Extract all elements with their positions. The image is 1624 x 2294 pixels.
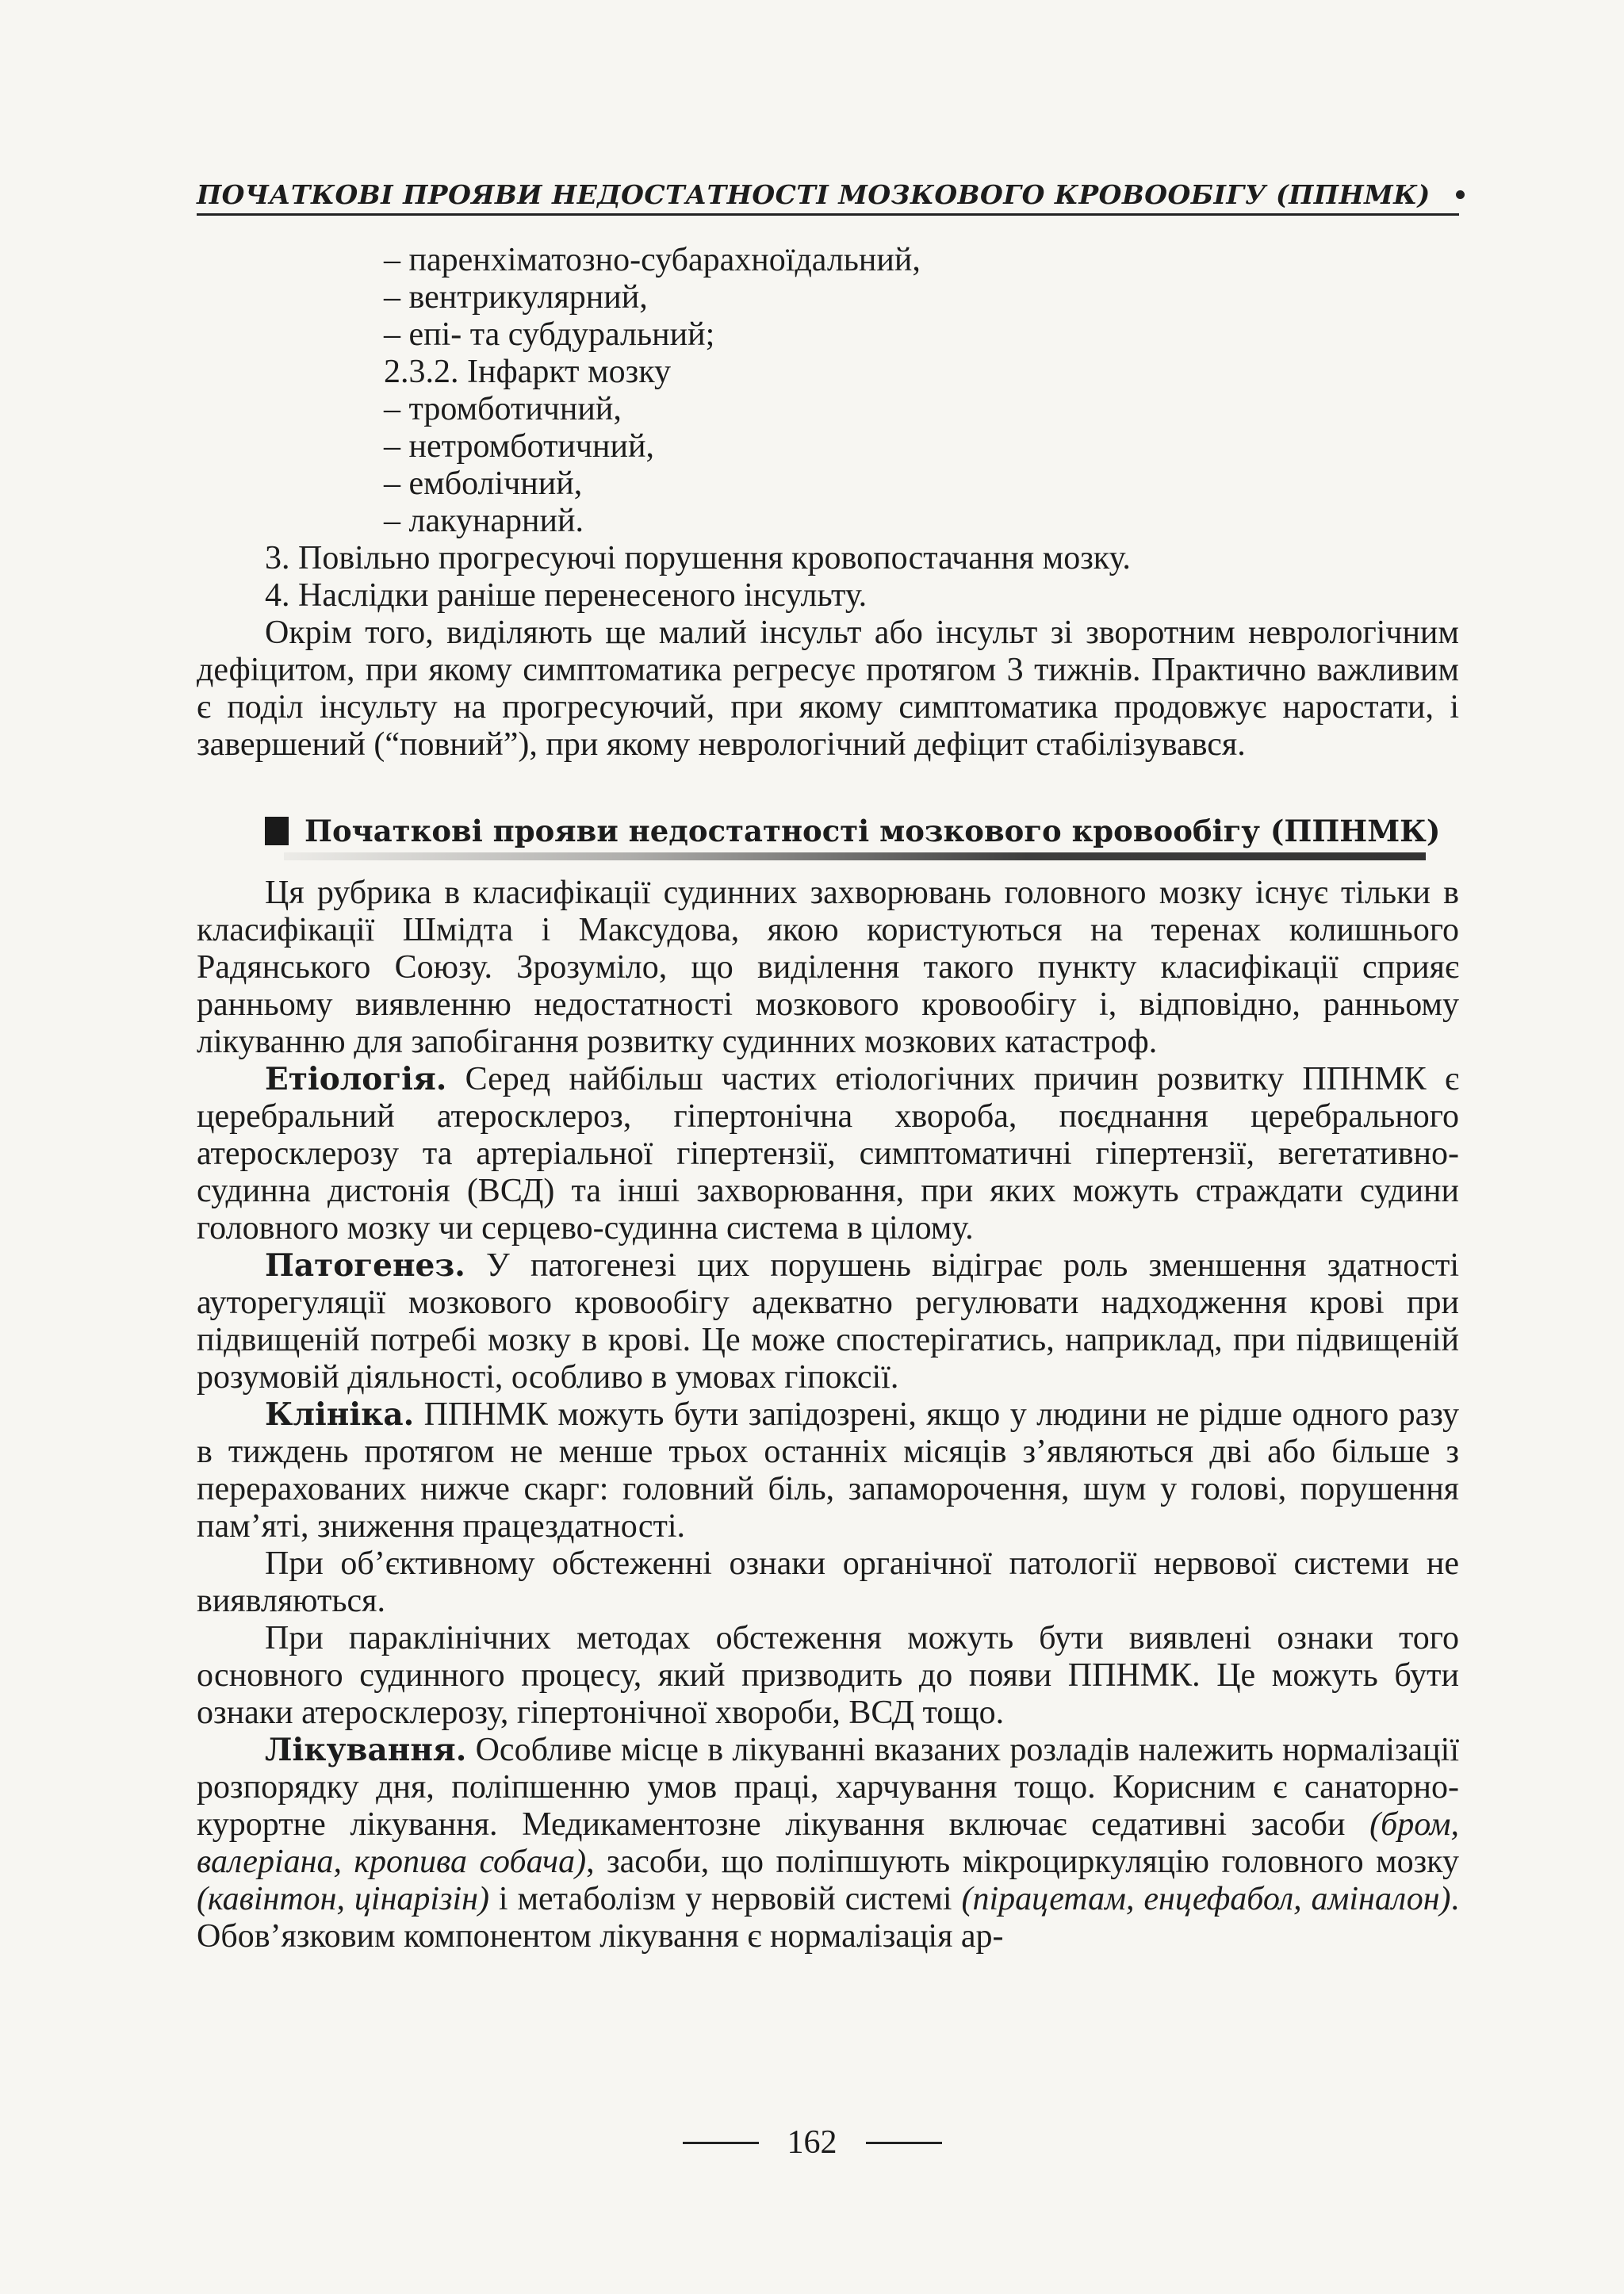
pathogenesis-paragraph [197,1247,1459,1396]
classification-item-4: 4. Наслідки раніше перенесеного інсульту. [265,577,868,614]
etiology-text: Серед найбільш частих етіологічних причин розвитку ППНМК є церебральний атеросклероз, гіпертонічна хвороба, поєднання церебрального атеросклерозу та артеріальної гіпертензії, симптоматичні гіпертензії, вегетативно-судинна дистонія (ВСД) та інші захворювання, при яких можуть страждати судини головного мозку чи серцево-судинна система в цілому. [197,1061,1459,1247]
clinic-text: ППНМК можуть бути запідозрені, якщо у людини не рідше одного разу в тиждень протягом не менше трьох останніх місяців з’являються дві або більше з перерахованих нижче скарг: головний біль, запаморочення, шум у голові, порушення пам’яті, зниження працездатності. [197,1396,1459,1545]
pathogenesis-text: У патогенезі цих порушень відіграє роль зменшення здатності ауторегуляції мозкового кровообігу адекватно регулювати надходження крові при підвищеній потребі мозку в крові. Це може спостерігатись, наприклад, при підвищеній розумовій діяльності, особливо в умовах гіпоксії. [197,1247,1459,1396]
pathogenesis-label: Патогенез. [265,1247,465,1284]
clinic-label: Клініка. [265,1396,415,1433]
list-item: – вентрикулярний, [384,279,648,316]
sedatives-list: (бром, валеріана, кропива собача) [197,1806,1459,1880]
objective-exam-paragraph: При об’єктивному обстеженні ознаки органічної патології нервової системи не виявляються. [197,1545,1459,1619]
page-footer [0,2124,1624,2162]
infarct-types-list [197,391,1459,540]
hemorrhage-types-list [197,242,1459,354]
clinic-paragraph [197,1396,1459,1545]
list-item: – паренхіматозно-субарахноїдальний, [384,242,921,278]
metabolic-drugs: (пірацетам, енцефабол, аміналон) [961,1881,1451,1917]
treatment-text: Особливе місце в лікуванні вказаних розладів належить нормалізації розпорядку дня, поліпшенню умов праці, харчування тощо. Корисним є санаторно-курортне лікування. Медикаментозне лікування включає седативні засоби [197,1732,1459,1843]
microcirculation-drugs: (кавінтон, цінарізін) [197,1881,489,1917]
treatment-text: . Обов’язковим компонентом лікування є нормалізація ар- [197,1881,1460,1955]
running-header: ПОЧАТКОВІ ПРОЯВИ НЕДОСТАТНОСТІ МОЗКОВОГО КРОВООБІГУ (ППНМК) [197,179,1459,216]
infarct-heading: 2.3.2. Інфаркт мозку [384,354,672,390]
footer-rule-left [683,2142,759,2144]
section-heading [197,811,1459,851]
header-bullet-icon [1456,190,1465,199]
treatment-text: , засоби, що поліпшують мікроциркуляцію головного мозку [586,1844,1459,1880]
list-item: – епі- та субдуральний; [384,316,715,353]
classification-item-3: 3. Повільно прогресуючі порушення кровопостачання мозку. [265,540,1131,576]
heading-rule-divider [284,852,1426,860]
treatment-paragraph [197,1732,1459,1955]
treatment-text: і метаболізм у нервовій системі [488,1881,962,1917]
section-heading-text: Початкові прояви недостатності мозкового кровообігу (ППНМК) [304,814,1441,848]
list-item: – тромботичний, [384,391,622,427]
page-number: 162 [787,2124,837,2161]
etiology-label: Етіологія. [265,1061,447,1097]
etiology-paragraph [197,1061,1459,1247]
list-item: – лакунарний. [384,503,584,539]
list-item: – нетромботичний, [384,428,654,465]
section-paragraph: Ця рубрика в класифікації судинних захворювань головного мозку існує тільки в класифікації Шмідта і Максудова, якою користуються на теренах колишнього Радянського Союзу. Зрозуміло, що виділення такого пункту класифікації сприяє ранньому виявленню недостатності мозкового кровообігу і, відповідно, ранньому лікуванню для запобігання розвитку судинних мозкових катастроф. [197,875,1459,1060]
footer-rule-right [866,2142,942,2144]
intro-paragraph: Окрім того, виділяють ще малий інсульт або інсульт зі зворотним неврологічним дефіцитом, при якому симптоматика регресує протягом 3 тижнів. Практично важливим є поділ інсульту на прогресуючий, при якому симптоматика продовжує наростати, і завершений (“повний”), при якому неврологічний дефіцит стабілізувався. [197,615,1459,763]
paraclinical-paragraph: При параклінічних методах обстеження можуть бути виявлені ознаки того основного судинного процесу, який призводить до появи ППНМК. Це можуть бути ознаки атеросклерозу, гіпертонічної хвороби, ВСД тощо. [197,1620,1459,1731]
treatment-label: Лікування. [265,1732,467,1768]
square-bullet-icon [265,817,289,845]
page-body [197,242,1459,1955]
list-item: – емболічний, [384,465,583,502]
